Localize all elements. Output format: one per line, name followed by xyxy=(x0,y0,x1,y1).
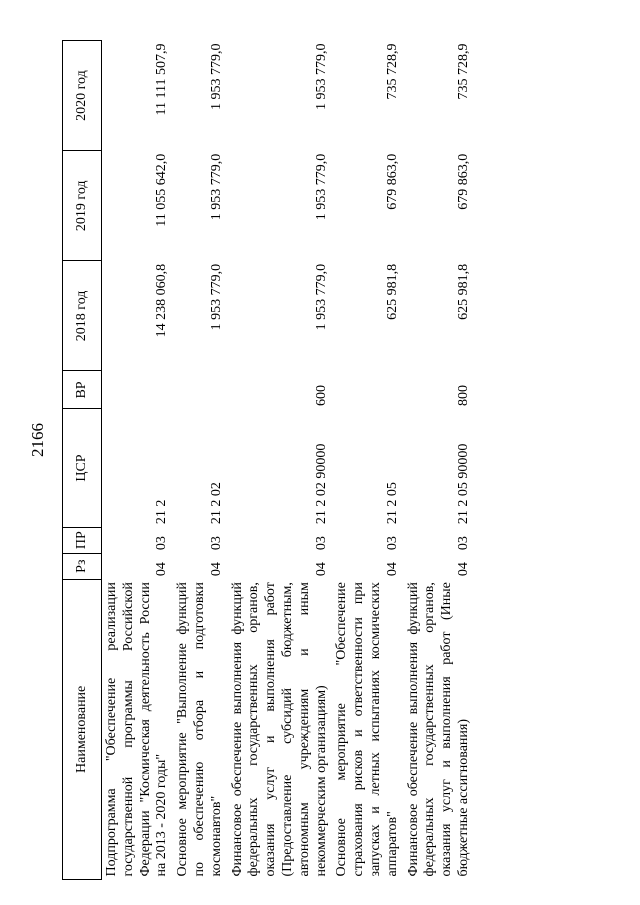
header-pr: ПР xyxy=(63,527,102,553)
row-name: Подпрограмма "Обеспечение реализации государственной программы Российской Федерации "Космическая деятельность России на 2013 - 2020 годы" xyxy=(104,582,170,877)
header-name: Наименование xyxy=(63,579,102,879)
header-csr: ЦСР xyxy=(63,409,102,527)
row-2020: 1 953 779,0 xyxy=(313,43,329,110)
row-vr: 800 xyxy=(455,384,471,406)
row-csr: 21 2 xyxy=(154,499,170,525)
budget-table xyxy=(62,40,475,880)
row-2018: 625 981,8 xyxy=(384,263,400,320)
row-2018: 1 953 779,0 xyxy=(208,263,224,331)
row-csr: 21 2 05 xyxy=(384,482,400,525)
row-rz: 04 xyxy=(208,562,224,577)
row-rz: 04 xyxy=(313,562,329,577)
row-csr: 21 2 05 90000 xyxy=(455,443,471,525)
row-name: Основное мероприятие "Выполнение функций по обеспечению отбора и подготовки космонавтов" xyxy=(175,582,224,877)
row-2020: 1 953 779,0 xyxy=(208,43,224,110)
row-2020: 735 728,9 xyxy=(384,43,400,100)
table-row xyxy=(173,41,227,880)
row-2020: 11 111 507,9 xyxy=(154,43,170,116)
row-2018: 1 953 779,0 xyxy=(313,263,329,331)
rotated-page-content xyxy=(62,40,582,880)
table-row xyxy=(228,41,333,880)
row-pr: 03 xyxy=(455,536,471,551)
row-2019: 1 953 779,0 xyxy=(313,153,329,221)
row-rz: 04 xyxy=(154,562,170,577)
row-pr: 03 xyxy=(313,536,329,551)
table-header xyxy=(63,41,102,880)
row-vr xyxy=(173,371,227,409)
row-csr: 21 2 02 90000 xyxy=(313,443,329,525)
page-number: 2166 xyxy=(28,423,47,457)
table-row xyxy=(404,41,475,880)
table-row xyxy=(102,41,174,880)
row-csr: 21 2 02 xyxy=(208,482,224,525)
row-rz: 04 xyxy=(384,562,400,577)
row-2019: 1 953 779,0 xyxy=(208,153,224,221)
row-2018: 14 238 060,8 xyxy=(154,263,170,338)
table-row xyxy=(332,41,403,880)
row-2019: 679 863,0 xyxy=(455,153,471,210)
header-2020: 2020 год xyxy=(63,41,102,151)
header-2018: 2018 год xyxy=(63,261,102,371)
row-vr xyxy=(102,371,174,409)
row-pr: 03 xyxy=(208,536,224,551)
row-vr: 600 xyxy=(313,384,329,406)
row-2019: 679 863,0 xyxy=(384,153,400,210)
row-2019: 11 055 642,0 xyxy=(154,153,170,227)
row-2020: 735 728,9 xyxy=(455,43,471,100)
row-vr xyxy=(332,371,403,409)
header-rz: Рз xyxy=(63,553,102,579)
row-name: Финансовое обеспечение выполнения функций федеральных государственных органов, оказания услуг и выполнения работ (Иные бюджетные ассигнования) xyxy=(405,582,471,877)
header-2019: 2019 год xyxy=(63,151,102,261)
row-name: Финансовое обеспечение выполнения функций федеральных государственных органов, оказания услуг и выполнения работ (Предоставление субсидий бюджетным, автономным учреждениям и иным некоммерческим организациям) xyxy=(229,582,329,877)
row-pr: 03 xyxy=(384,536,400,551)
row-pr: 03 xyxy=(154,536,170,551)
row-rz: 04 xyxy=(455,562,471,577)
row-name: Основное мероприятие "Обеспечение страхования рисков и ответственности при запусках и летных испытаниях космических аппаратов" xyxy=(334,582,400,877)
row-2018: 625 981,8 xyxy=(455,263,471,320)
header-vr: ВР xyxy=(63,371,102,409)
